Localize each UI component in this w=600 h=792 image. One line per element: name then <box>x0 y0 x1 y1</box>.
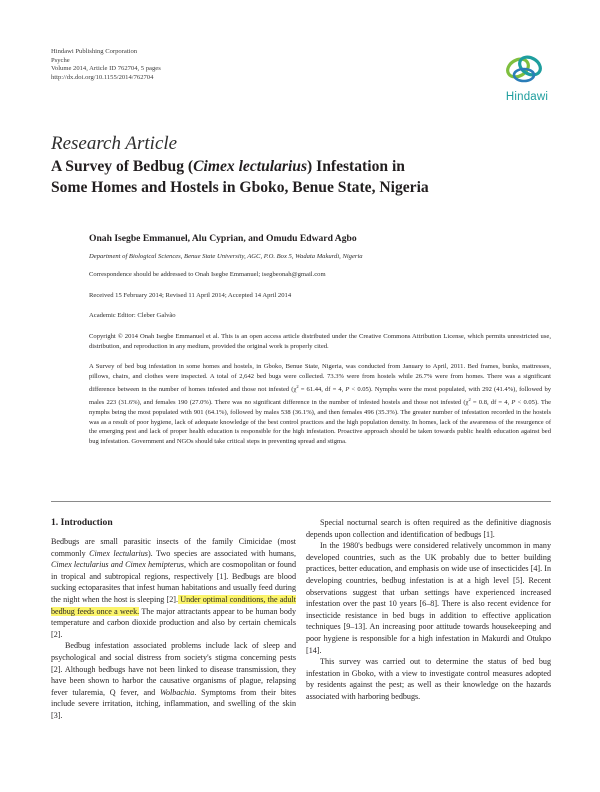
section-heading: 1. Introduction <box>51 517 113 528</box>
article-type: Research Article <box>51 133 178 154</box>
abstract-text: < 0.05). The nymphs being the most populated with 901 (64.1%), followed by males 538 (36.1%), and then females 496 (35.3%). The greater number of infestation recorded in the hostels was as a result of poor hygiene, lack of adequate knowledge of the best control practices and the high population density. In homes, lack of the awareness of the resurgence of the emerging pest and lack of proper health education is responsible for the high infestation. Proactive approach should be taken towards public health education against bed bug infestation. Government and NGOs should take critical steps in preventing spread and stigma. <box>89 398 552 446</box>
paragraph <box>51 640 296 721</box>
abstract <box>89 362 551 447</box>
title-text: Some Homes and Hostels in Gboko, Benue State, Nigeria <box>51 178 429 196</box>
section-divider <box>51 501 551 502</box>
dates: Received 15 February 2014; Revised 11 April 2014; Accepted 14 April 2014 <box>89 292 292 299</box>
superscript: 2 <box>296 383 299 389</box>
paragraph-text: ). Two species are associated with humans, <box>147 548 296 558</box>
species-name: Wolbachia <box>160 687 195 697</box>
publication-info <box>51 48 161 82</box>
species-name: Cimex lectularius <box>89 548 148 558</box>
superscript: 2 <box>468 396 471 402</box>
paragraph-text: The major attractants appear to be human body temperature and carbon dioxide production and also by certain chemicals [2]. <box>51 606 296 639</box>
p-symbol: P <box>345 385 350 393</box>
paper-title <box>51 157 551 198</box>
species-name: Cimex lectularius and Cimex hemipterus <box>51 560 184 570</box>
journal-name: Psyche <box>51 56 70 64</box>
hindawi-logo-text: Hindawi <box>505 91 549 103</box>
affiliation: Department of Biological Sciences, Benue State University, AGC, P.O. Box 5, Wadata Makurdi, Nigeria <box>89 253 363 260</box>
left-column <box>51 517 296 722</box>
paragraph: In the 1980's bedbugs were considered relatively uncommon in many developed countries, such as the UK probably due to better building practices, better education, and emphasis on wide use of insecticides [4]. In developing countries, bedbug infestation is at a high level [5]. Recent observations suggest that urban settings have experienced increased infestation over the past 10 years [6–8]. There is also recent evidence for insecticide resistance in bed bugs in addition to effective application techniques [9–13]. An increasing poor attitude towards housekeeping and poor hygiene is responsible for a high infestation in Makurdi and Otukpo [14]. <box>306 541 551 655</box>
doi-link[interactable]: http://dx.doi.org/10.1155/2014/762704 <box>51 73 154 81</box>
paragraph: This survey was carried out to determine the status of bed bug infestation in Gboko, with a view to investigate control measures adopted by residents against the pest; as well as their knowledge on the hazards associated with harboring bedbugs. <box>306 657 551 701</box>
title-species: Cimex lectularius <box>193 158 308 175</box>
p-symbol: P <box>511 398 516 406</box>
abstract-text: < 0.05). Nymphs were the most populated, with 292 (41.4%), followed by males 223 (31.6%), and females 190 (27.0%). There was no significant difference in the number of infested hostels and those not infested (χ <box>89 385 552 406</box>
title-text: A Survey of Bedbug ( <box>51 158 194 175</box>
right-column <box>306 517 551 703</box>
volume-info: Volume 2014, Article ID 762704, 5 pages <box>51 65 161 73</box>
abstract-text: = 61.44, df = 4, <box>298 385 346 393</box>
academic-editor: Academic Editor: Cleber Galvão <box>89 312 176 319</box>
paragraph-text: , which are cosmopolitan or found in tropical and subtropical regions, respectively [1]. Bedbugs are blood sucking ectoparasites that infest human habitations and usually feed during the night when the host is sleeping [2]. <box>51 560 296 604</box>
author-list: Onah Isegbe Emmanuel, Alu Cyprian, and Omudu Edward Agbo <box>89 233 357 244</box>
paragraph-text: Bedbugs are small parasitic insects of the family Cimicidae (most commonly <box>51 537 296 558</box>
paragraph-text: Bedbug infestation associated problems include lack of sleep and psychological and social distress from society's stigma concerning pests [2]. Although bedbugs have not been linked to disease transmission, they have been shown to harbor the causative organisms of plague, relapsing fever tularemia, Q fever, and <box>51 641 296 697</box>
highlighted-text[interactable]: Under optimal conditions, the adult bedbug feeds once a week. <box>51 594 297 616</box>
paragraph-text: . Symptoms from their bites include severe irritation, itching, inflammation, and swelling of the skin [3]. <box>51 687 296 720</box>
correspondence: Correspondence should be addressed to Onah Isegbe Emmanuel; isegbeonah@gmail.com <box>89 271 326 278</box>
paragraph: Special nocturnal search is often required as the definitive diagnosis depends upon collection and identification of bedbugs [1]. <box>306 518 551 539</box>
paragraph <box>51 536 296 640</box>
publisher-name: Hindawi Publishing Corporation <box>51 48 138 55</box>
abstract-text: = 0.8, df = 4, <box>470 398 512 406</box>
copyright-notice: Copyright © 2014 Onah Isegbe Emmanuel et al. This is an open access article distributed under the Creative Commons Attribution License, which permits unrestricted use, distribution, and reproduction in any medium, provided the original work is properly cited. <box>89 333 551 350</box>
abstract-text: A Survey of bed bug infestation in some homes and hostels, in Gboko, Benue State, Nigeria, was conducted from January to April, 2011. Bed frames, bunks, mattresses, pillows, chairs, and clothes were inspected. A total of 2,642 bed bugs were collected. 73.3% were from hostels while 26.7% were from homes. There was a significant difference between in the number of homes infested and those not infested (χ <box>89 363 551 393</box>
title-text: ) Infestation in <box>307 158 405 175</box>
